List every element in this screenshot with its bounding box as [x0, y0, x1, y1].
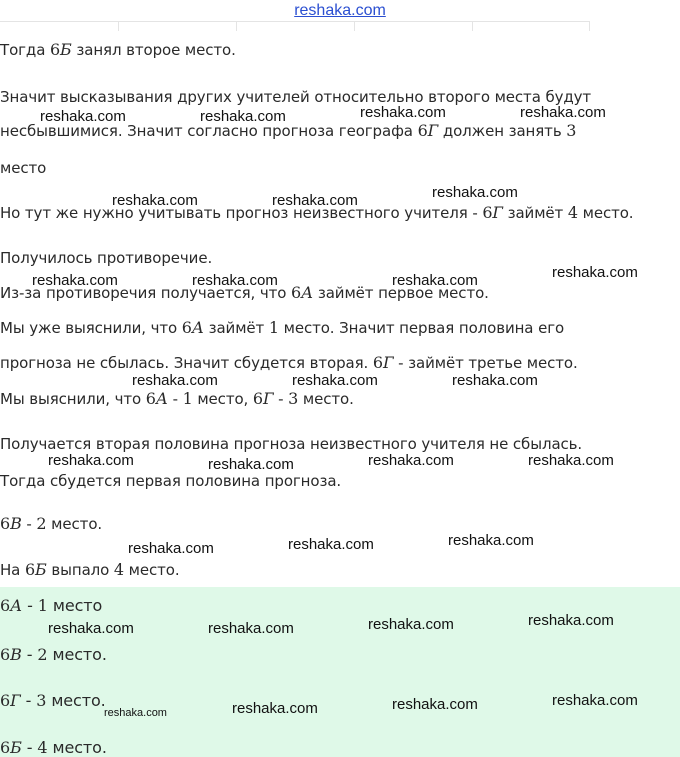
watermark: reshaka.com [520, 104, 606, 121]
text-segment: Из-за противоречия получается, что [0, 284, 292, 302]
text-segment: место. Значит первая половина его [278, 319, 565, 337]
text-segment: - [21, 515, 37, 533]
text-segment: Тогда [0, 41, 50, 59]
math-variable: Г [10, 691, 21, 710]
text-segment: занял второе место. [71, 41, 236, 59]
math-number: 2 [36, 514, 47, 533]
lines-line [0, 41, 236, 59]
lines-line [0, 249, 212, 267]
text-segment: - займёт третье место. [393, 354, 578, 372]
text-segment: - [20, 691, 37, 710]
text-segment: место. [46, 691, 106, 710]
text-segment: - [273, 390, 289, 408]
math-variable: Б [60, 40, 72, 59]
math-variable: А [155, 389, 168, 408]
answer-line [0, 597, 102, 615]
math-number: 6 [145, 389, 156, 408]
text-segment: место [0, 159, 47, 177]
watermark: reshaka.com [392, 272, 478, 289]
table-divider [118, 21, 119, 31]
text-segment: - [21, 738, 38, 757]
lines-line [0, 354, 578, 372]
watermark: reshaka.com [208, 456, 294, 473]
math-number: 6 [372, 353, 383, 372]
math-number: 1 [182, 389, 193, 408]
math-variable: Г [427, 121, 439, 140]
watermark: reshaka.com [552, 692, 638, 709]
math-number: 6 [291, 283, 302, 302]
text-segment: место. [577, 204, 634, 222]
text-segment: Мы выяснили, что [0, 390, 146, 408]
table-divider [472, 21, 473, 31]
math-number: 6 [0, 738, 11, 757]
math-variable: А [10, 596, 23, 615]
math-number: 6 [252, 389, 263, 408]
math-number: 4 [113, 560, 124, 579]
math-number: 6 [49, 40, 61, 59]
watermark: reshaka.com [292, 372, 378, 389]
lines-line [0, 435, 582, 453]
math-variable: Б [10, 738, 22, 757]
site-link[interactable]: reshaka.com [294, 2, 386, 19]
watermark: reshaka.com [208, 620, 294, 637]
watermark: reshaka.com [368, 452, 454, 469]
math-number: 6 [0, 514, 11, 533]
text-segment: Получается вторая половина прогноза неизвестного учителя не сбылась. [0, 435, 583, 453]
math-number: 6 [0, 596, 11, 615]
math-number: 4 [567, 203, 578, 222]
watermark: reshaka.com [200, 108, 286, 125]
text-segment: выпало [46, 561, 114, 579]
watermark: reshaka.com [272, 192, 358, 209]
text-segment: место. [298, 390, 354, 408]
lines-line [0, 319, 564, 337]
watermark: reshaka.com [112, 192, 198, 209]
watermark: reshaka.com [452, 372, 538, 389]
math-number: 1 [268, 318, 279, 337]
text-segment: место, [192, 390, 253, 408]
lines-line [0, 515, 102, 533]
math-variable: А [191, 318, 204, 337]
math-number: 6 [482, 203, 493, 222]
text-segment: Тогда сбудется первая половина прогноза. [0, 472, 342, 490]
text-segment: Но тут же нужно учитывать прогноз неизвестного учителя - [0, 204, 483, 222]
math-variable: В [10, 514, 22, 533]
math-variable: Г [262, 389, 274, 408]
math-number: 1 [37, 596, 48, 615]
text-segment: - [167, 390, 183, 408]
table-divider [354, 21, 355, 31]
text-segment: Мы уже выяснили, что [0, 319, 182, 337]
watermark: reshaka.com [368, 616, 454, 633]
answer-line [0, 646, 107, 664]
lines-line [0, 390, 354, 408]
math-number: 3 [566, 121, 577, 140]
watermark: reshaka.com [552, 264, 638, 281]
math-variable: А [301, 283, 314, 302]
math-number: 3 [36, 691, 47, 710]
watermark: reshaka.com [392, 696, 478, 713]
text-segment: займёт [502, 204, 568, 222]
table-divider [236, 21, 237, 31]
text-segment: несбывшимися. Значит согласно прогноза географа [0, 122, 418, 140]
text-segment: место. [47, 645, 107, 664]
watermark: reshaka.com [432, 184, 518, 201]
math-variable: Б [35, 560, 47, 579]
watermark: reshaka.com [132, 372, 218, 389]
lines-line [0, 561, 180, 579]
math-number: 6 [0, 691, 11, 710]
math-number: 3 [288, 389, 299, 408]
watermark: reshaka.com [48, 620, 134, 637]
text-segment: - [22, 596, 38, 615]
text-segment: Получилось противоречие. [0, 249, 213, 267]
math-variable: В [10, 645, 22, 664]
watermark: reshaka.com [128, 540, 214, 557]
math-number: 6 [24, 560, 36, 579]
watermark: reshaka.com [40, 108, 126, 125]
math-variable: Г [492, 203, 503, 222]
lines-line [0, 159, 46, 177]
lines-line [0, 88, 591, 106]
watermark: reshaka.com [32, 272, 118, 289]
text-segment: место. [124, 561, 180, 579]
text-segment: займёт первое место. [313, 284, 489, 302]
text-segment: место [47, 596, 103, 615]
text-segment: Значит высказывания других учителей относительно второго места будут [0, 88, 592, 106]
table-divider [589, 21, 590, 31]
header-divider [0, 21, 590, 22]
text-segment: займёт [203, 319, 269, 337]
text-segment: должен занять [438, 122, 567, 140]
watermark: reshaka.com [288, 536, 374, 553]
math-number: 4 [37, 738, 48, 757]
watermark: reshaka.com [528, 612, 614, 629]
text-segment: место. [47, 738, 107, 757]
math-number: 2 [37, 645, 48, 664]
math-number: 6 [181, 318, 192, 337]
answer-line [0, 739, 107, 757]
watermark: reshaka.com [48, 452, 134, 469]
watermark: reshaka.com [360, 104, 446, 121]
text-segment: место. [46, 515, 103, 533]
text-segment: - [21, 645, 38, 664]
watermark: reshaka.com [232, 700, 318, 717]
answer-line [0, 692, 106, 710]
watermark: reshaka.com [104, 707, 167, 719]
math-number: 6 [417, 121, 428, 140]
watermark: reshaka.com [528, 452, 614, 469]
text-segment: На [0, 561, 25, 579]
math-variable: Г [382, 353, 394, 372]
watermark: reshaka.com [192, 272, 278, 289]
text-segment: прогноза не сбылась. Значит сбудется вторая. [0, 354, 373, 372]
lines-line [0, 472, 341, 490]
watermark: reshaka.com [448, 532, 534, 549]
math-number: 6 [0, 645, 11, 664]
